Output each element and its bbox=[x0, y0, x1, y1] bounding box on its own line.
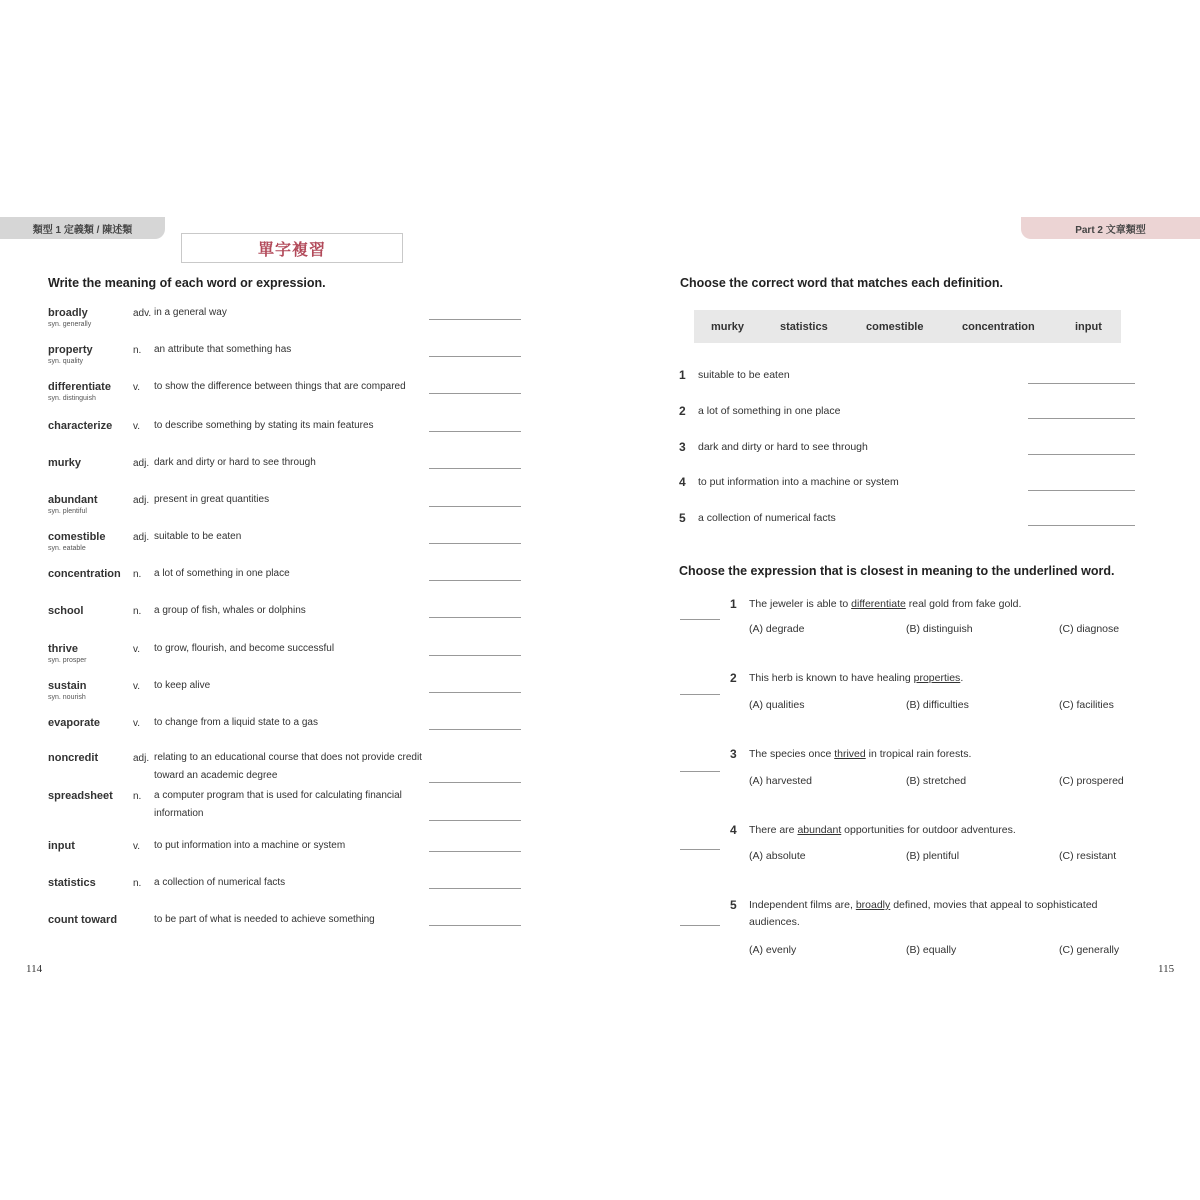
vocab-pos: v. bbox=[133, 382, 141, 393]
option-a[interactable]: (A) degrade bbox=[749, 623, 805, 635]
option-c[interactable]: (C) resistant bbox=[1059, 850, 1117, 862]
question-text: The jeweler is able to differentiate real gold from fake gold. bbox=[749, 598, 1022, 610]
word-bank-item: comestible bbox=[866, 320, 924, 333]
chapter-tab-right: Part 2 文章類型 bbox=[1021, 217, 1200, 239]
vocab-definition: to show the difference between things that are compared bbox=[154, 381, 406, 392]
vocab-word: evaporate bbox=[48, 717, 100, 729]
mc-instruction: Choose the expression that is closest in meaning to the underlined word. bbox=[679, 564, 1115, 578]
vocab-pos: adj. bbox=[133, 458, 150, 469]
answer-line[interactable] bbox=[429, 851, 521, 852]
answer-line[interactable] bbox=[680, 694, 720, 695]
vocab-pos: n. bbox=[133, 345, 142, 356]
answer-line[interactable] bbox=[429, 431, 521, 432]
vocab-word: statistics bbox=[48, 877, 96, 889]
answer-line[interactable] bbox=[429, 925, 521, 926]
definition-text: dark and dirty or hard to see through bbox=[698, 441, 868, 453]
answer-line[interactable] bbox=[429, 692, 521, 693]
question-text: The species once thrived in tropical rain forests. bbox=[749, 748, 972, 760]
vocab-synonym: syn. quality bbox=[48, 358, 84, 365]
item-number: 3 bbox=[730, 747, 737, 761]
answer-line[interactable] bbox=[429, 319, 521, 320]
definition-text: a lot of something in one place bbox=[698, 405, 841, 417]
vocab-pos: v. bbox=[133, 681, 141, 692]
vocab-pos: v. bbox=[133, 718, 141, 729]
definition-text: suitable to be eaten bbox=[698, 369, 790, 381]
item-number: 1 bbox=[730, 597, 737, 611]
vocab-word: concentration bbox=[48, 568, 121, 580]
vocab-definition: in a general way bbox=[154, 307, 227, 318]
vocab-definition: a lot of something in one place bbox=[154, 568, 290, 579]
vocab-word: school bbox=[48, 605, 84, 617]
vocab-word: property bbox=[48, 344, 93, 356]
answer-line[interactable] bbox=[1028, 525, 1135, 526]
vocab-definition: present in great quantities bbox=[154, 494, 270, 505]
vocab-word: noncredit bbox=[48, 752, 99, 764]
answer-line[interactable] bbox=[429, 655, 521, 656]
option-c[interactable]: (C) generally bbox=[1059, 944, 1120, 956]
vocab-pos: v. bbox=[133, 841, 141, 852]
vocab-pos: v. bbox=[133, 644, 141, 655]
item-number: 4 bbox=[730, 823, 737, 837]
vocab-synonym: syn. nourish bbox=[48, 694, 86, 701]
vocab-definition: a group of fish, whales or dolphins bbox=[154, 605, 306, 616]
option-c[interactable]: (C) prospered bbox=[1059, 775, 1124, 787]
option-a[interactable]: (A) qualities bbox=[749, 699, 805, 711]
section-title: 單字複習 bbox=[181, 233, 403, 263]
answer-line[interactable] bbox=[429, 468, 521, 469]
vocab-synonym: syn. plentiful bbox=[48, 508, 87, 515]
answer-line[interactable] bbox=[429, 782, 521, 783]
vocab-definition: to be part of what is needed to achieve something bbox=[154, 914, 375, 925]
vocab-definition: to grow, flourish, and become successful bbox=[154, 643, 335, 654]
vocab-word: count toward bbox=[48, 914, 118, 926]
vocab-definition: to put information into a machine or system bbox=[154, 840, 346, 851]
underlined-word: differentiate bbox=[851, 598, 906, 610]
vocab-definition: suitable to be eaten bbox=[154, 531, 242, 542]
option-b[interactable]: (B) stretched bbox=[906, 775, 967, 787]
answer-line[interactable] bbox=[680, 925, 720, 926]
vocab-word: broadly bbox=[48, 307, 88, 319]
vocab-word: sustain bbox=[48, 680, 87, 692]
item-number: 2 bbox=[679, 404, 686, 418]
answer-line[interactable] bbox=[429, 580, 521, 581]
answer-line[interactable] bbox=[429, 820, 521, 821]
answer-line[interactable] bbox=[680, 771, 720, 772]
word-bank-item: statistics bbox=[780, 320, 828, 333]
question-text: This herb is known to have healing properties. bbox=[749, 672, 964, 684]
option-b[interactable]: (B) equally bbox=[906, 944, 957, 956]
matching-instruction: Choose the correct word that matches each definition. bbox=[680, 276, 1003, 290]
option-b[interactable]: (B) plentiful bbox=[906, 850, 960, 862]
vocab-synonym: syn. generally bbox=[48, 321, 92, 328]
vocab-word: comestible bbox=[48, 531, 106, 543]
vocab-synonym: syn. distinguish bbox=[48, 395, 96, 402]
vocab-pos: adj. bbox=[133, 495, 150, 506]
vocab-definition: an attribute that something has bbox=[154, 344, 292, 355]
definition-text: to put information into a machine or system bbox=[698, 476, 899, 488]
answer-line[interactable] bbox=[1028, 454, 1135, 455]
question-text-continued: audiences. bbox=[749, 916, 800, 928]
option-a[interactable]: (A) evenly bbox=[749, 944, 797, 956]
answer-line[interactable] bbox=[429, 543, 521, 544]
option-c[interactable]: (C) facilities bbox=[1059, 699, 1114, 711]
answer-line[interactable] bbox=[429, 888, 521, 889]
item-number: 5 bbox=[730, 898, 737, 912]
underlined-word: thrived bbox=[834, 748, 866, 760]
vocab-word: abundant bbox=[48, 494, 98, 506]
underlined-word: broadly bbox=[855, 899, 891, 911]
vocab-word: differentiate bbox=[48, 381, 111, 393]
word-bank-item: murky bbox=[711, 320, 745, 333]
answer-line[interactable] bbox=[680, 849, 720, 850]
vocab-pos: n. bbox=[133, 569, 142, 580]
page-number-right: 115 bbox=[1158, 963, 1175, 975]
word-bank bbox=[694, 310, 1121, 343]
answer-line[interactable] bbox=[1028, 418, 1135, 419]
item-number: 2 bbox=[730, 671, 737, 685]
vocab-synonym: syn. eatable bbox=[48, 545, 86, 552]
option-a[interactable]: (A) absolute bbox=[749, 850, 806, 862]
answer-line[interactable] bbox=[429, 617, 521, 618]
option-b[interactable]: (B) difficulties bbox=[906, 699, 969, 711]
vocab-definition: to describe something by stating its main features bbox=[154, 420, 374, 431]
vocab-pos: adj. bbox=[133, 753, 150, 764]
vocab-definition: dark and dirty or hard to see through bbox=[154, 457, 316, 468]
option-a[interactable]: (A) harvested bbox=[749, 775, 813, 787]
vocab-definition: a collection of numerical facts bbox=[154, 877, 286, 888]
word-bank-item: input bbox=[1075, 320, 1102, 333]
vocab-pos: adv. bbox=[133, 308, 152, 319]
option-c[interactable]: (C) diagnose bbox=[1059, 623, 1120, 635]
vocab-word: murky bbox=[48, 457, 82, 469]
vocab-definition: to keep alive bbox=[154, 680, 211, 691]
answer-line[interactable] bbox=[1028, 490, 1135, 491]
left-instruction: Write the meaning of each word or expression. bbox=[48, 276, 326, 290]
word-bank-item: concentration bbox=[962, 320, 1035, 333]
question-text: Independent films are, broadly defined, movies that appeal to sophisticated bbox=[749, 899, 1098, 911]
vocab-pos: adj. bbox=[133, 532, 150, 543]
definition-text: a collection of numerical facts bbox=[698, 512, 836, 524]
vocab-word: thrive bbox=[48, 643, 78, 655]
item-number: 1 bbox=[679, 368, 686, 382]
underlined-word: properties bbox=[913, 672, 961, 684]
vocab-definition: to change from a liquid state to a gas bbox=[154, 717, 318, 728]
option-b[interactable]: (B) distinguish bbox=[906, 623, 973, 635]
vocab-word: spreadsheet bbox=[48, 790, 113, 802]
vocab-synonym: syn. prosper bbox=[48, 657, 87, 664]
answer-line[interactable] bbox=[429, 393, 521, 394]
underlined-word: abundant bbox=[797, 824, 842, 836]
answer-line[interactable] bbox=[680, 619, 720, 620]
answer-line[interactable] bbox=[1028, 383, 1135, 384]
vocab-pos: n. bbox=[133, 606, 142, 617]
answer-line[interactable] bbox=[429, 506, 521, 507]
vocab-word: characterize bbox=[48, 420, 113, 432]
answer-line[interactable] bbox=[429, 729, 521, 730]
vocab-word: input bbox=[48, 840, 75, 852]
item-number: 4 bbox=[679, 475, 686, 489]
vocab-definition: relating to an educational course that does not provide credit toward an academic degree bbox=[154, 752, 422, 781]
vocab-pos: n. bbox=[133, 878, 142, 889]
vocab-definition: a computer program that is used for calculating financial information bbox=[154, 790, 402, 819]
chapter-tab-left: 類型 1 定義類 / 陳述類 bbox=[0, 217, 165, 239]
vocab-pos: v. bbox=[133, 421, 141, 432]
page-number-left: 114 bbox=[26, 963, 43, 975]
vocab-pos: n. bbox=[133, 791, 142, 802]
item-number: 5 bbox=[679, 511, 686, 525]
answer-line[interactable] bbox=[429, 356, 521, 357]
question-text: There are abundant opportunities for outdoor adventures. bbox=[749, 824, 1016, 836]
item-number: 3 bbox=[679, 440, 686, 454]
